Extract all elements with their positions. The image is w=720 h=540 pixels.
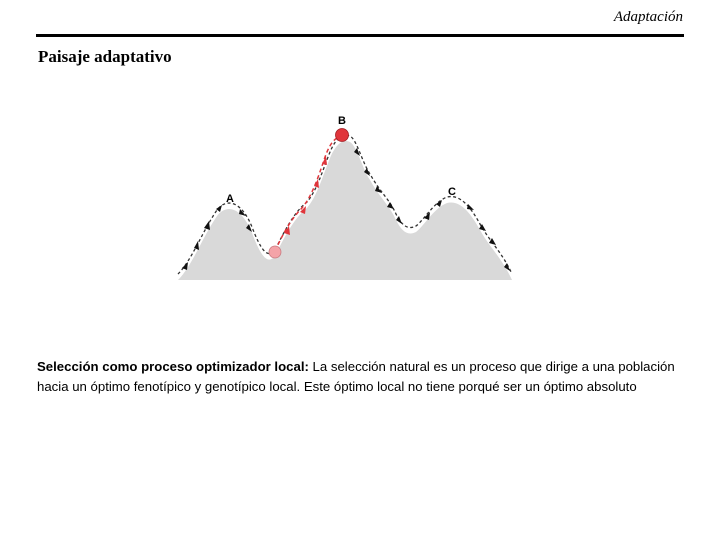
adaptive-landscape-diagram bbox=[172, 108, 518, 284]
figure-caption bbox=[37, 357, 687, 397]
population-arrow-marker bbox=[314, 179, 319, 188]
adaptive-landscape-figure bbox=[172, 108, 518, 284]
peak-label-c: C bbox=[448, 186, 456, 198]
initial-population-marker bbox=[269, 246, 281, 258]
header-title: Adaptación bbox=[613, 9, 683, 25]
fitness-landscape bbox=[178, 141, 512, 280]
page-title: Paisaje adaptativo bbox=[38, 47, 172, 66]
arrow-marker bbox=[194, 241, 199, 250]
peak-label-b: B bbox=[338, 115, 346, 127]
arrow-marker bbox=[467, 204, 474, 210]
peak-label-a: A bbox=[226, 193, 234, 205]
arrow-marker bbox=[204, 221, 210, 230]
optimum-population-marker bbox=[336, 129, 349, 142]
caption-body: La selección natural es un proceso que dirige a una población hacia un óptimo fenotípico y genotípico local. Este óptimo local no tiene porqué ser un óptimo absoluto bbox=[37, 359, 675, 394]
header-divider bbox=[36, 34, 684, 37]
caption-lead: Selección como proceso optimizador local: bbox=[37, 359, 309, 374]
